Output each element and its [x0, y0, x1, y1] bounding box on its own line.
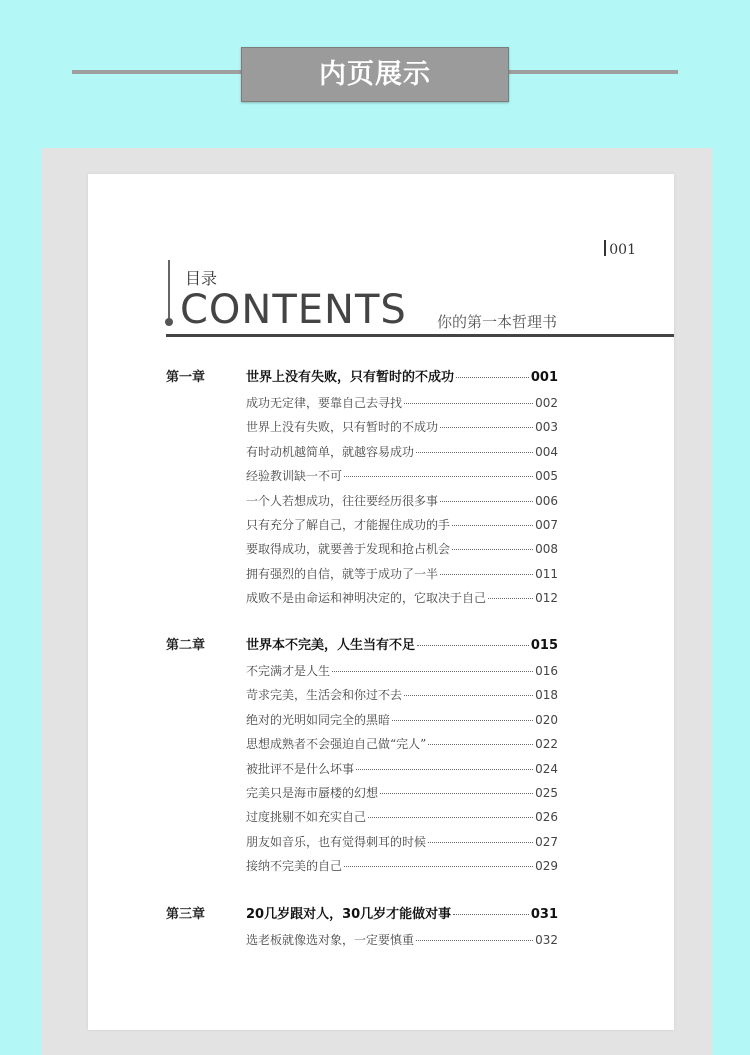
toc-section-row[interactable]	[246, 662, 558, 679]
dot-leader	[416, 940, 533, 941]
dot-leader	[417, 645, 529, 646]
toc-section-row[interactable]	[246, 808, 558, 825]
chapter-title: 世界上没有失败，只有暂时的不成功	[246, 370, 455, 385]
heading-rule	[166, 334, 674, 337]
header-line-left	[72, 70, 242, 74]
toc-section-row[interactable]	[246, 833, 558, 850]
chapter-label: 第一章	[166, 370, 206, 385]
dot-leader	[356, 769, 533, 770]
dot-leader	[488, 598, 533, 599]
chapter-title: 世界本不完美，人生当有不足	[246, 638, 416, 653]
chapter-label: 第二章	[166, 638, 206, 653]
dot-leader	[452, 525, 533, 526]
dot-leader	[440, 501, 533, 502]
section-title: 经验教训缺一不可	[246, 469, 343, 484]
section-page-number: 008	[535, 542, 558, 557]
chapter-page-number: 031	[530, 907, 558, 922]
page-number: 001	[604, 240, 636, 258]
section-page-number: 032	[535, 933, 558, 947]
section-page-number: 012	[535, 591, 558, 606]
book-subtitle: 你的第一本哲理书	[437, 313, 558, 331]
dot-leader	[453, 914, 529, 915]
dot-leader	[404, 695, 533, 696]
dot-leader	[452, 549, 533, 550]
book-page	[88, 174, 674, 1030]
heading-en: CONTENTS	[180, 287, 407, 333]
toc-section-row[interactable]	[246, 443, 558, 460]
section-title: 成功无定律，要靠自己去寻找	[246, 396, 403, 410]
section-title: 接纳不完美的自己	[246, 859, 343, 874]
dot-leader	[344, 866, 533, 867]
section-title: 拥有强烈的自信，就等于成功了一半	[246, 566, 439, 581]
toc-section-row[interactable]	[246, 565, 558, 582]
toc-section-row[interactable]	[246, 711, 558, 728]
chapter-page-number: 001	[530, 370, 558, 385]
section-page-number: 029	[535, 859, 558, 874]
heading-accent-bar	[168, 260, 170, 324]
section-page-number: 003	[535, 420, 558, 435]
dot-leader	[440, 427, 533, 428]
header-title: 内页展示	[319, 59, 431, 90]
section-title: 朋友如音乐，也有觉得刺耳的时候	[246, 834, 427, 849]
dot-leader	[428, 744, 533, 745]
heading-cn: 目录	[185, 269, 218, 288]
header-line-right	[508, 70, 678, 74]
section-page-number: 005	[535, 469, 558, 484]
section-title: 被批评不是什么坏事	[246, 761, 355, 776]
section-title: 思想成熟者不会强迫自己做“完人”	[246, 737, 427, 752]
dot-leader	[416, 452, 533, 453]
toc-section-row[interactable]	[246, 931, 558, 948]
toc-chapter-row[interactable]	[246, 903, 558, 922]
toc-section-row[interactable]	[246, 516, 558, 533]
section-page-number: 026	[535, 810, 558, 825]
section-title: 有时动机越简单，就越容易成功	[246, 444, 415, 459]
section-page-number: 006	[535, 493, 558, 508]
toc-chapter-row[interactable]	[246, 366, 558, 385]
section-page-number: 027	[535, 834, 558, 849]
toc-section-row[interactable]	[246, 394, 558, 411]
section-title: 要取得成功，就要善于发现和抢占机会	[246, 542, 451, 557]
dot-leader	[332, 671, 533, 672]
section-title: 一个人若想成功，往往要经历很多事	[246, 493, 439, 508]
dot-leader	[428, 842, 533, 843]
dot-leader	[440, 574, 533, 575]
section-title: 完美只是海市蜃楼的幻想	[246, 786, 379, 800]
toc-section-row[interactable]	[246, 540, 558, 557]
chapter-page-number: 015	[530, 638, 558, 653]
toc-chapter-row[interactable]	[246, 634, 558, 653]
dot-leader	[380, 793, 533, 794]
section-page-number: 002	[535, 396, 558, 410]
dot-leader	[344, 476, 533, 477]
dot-leader	[456, 377, 529, 378]
section-page-number: 011	[535, 566, 558, 581]
toc-section-row[interactable]	[246, 735, 558, 752]
section-title: 不完满才是人生	[246, 664, 331, 678]
header-banner	[241, 47, 509, 102]
section-title: 只有充分了解自己，才能握住成功的手	[246, 518, 451, 532]
section-page-number: 004	[535, 444, 558, 459]
chapter-label: 第三章	[166, 907, 206, 922]
section-page-number: 020	[535, 712, 558, 727]
toc-section-row[interactable]	[246, 418, 558, 435]
section-title: 苛求完美，生活会和你过不去	[246, 688, 403, 703]
dot-leader	[392, 720, 533, 721]
dot-leader	[368, 817, 533, 818]
toc-section-row[interactable]	[246, 784, 558, 801]
section-title: 过度挑剔不如充实自己	[246, 810, 367, 825]
toc-section-row[interactable]	[246, 686, 558, 703]
section-page-number: 025	[535, 786, 558, 800]
section-title: 世界上没有失败，只有暂时的不成功	[246, 420, 439, 435]
section-page-number: 018	[535, 688, 558, 703]
section-title: 绝对的光明如同完全的黑暗	[246, 712, 391, 727]
toc-section-row[interactable]	[246, 857, 558, 874]
toc-section-row[interactable]	[246, 467, 558, 484]
toc-section-row[interactable]	[246, 589, 558, 606]
section-title: 成败不是由命运和神明决定的，它取决于自己	[246, 591, 487, 606]
toc-section-row[interactable]	[246, 492, 558, 509]
toc-section-row[interactable]	[246, 760, 558, 777]
section-page-number: 016	[535, 664, 558, 678]
section-title: 选老板就像选对象，一定要慎重	[246, 933, 415, 947]
dot-leader	[404, 403, 533, 404]
section-page-number: 024	[535, 761, 558, 776]
heading-accent-dot	[165, 318, 173, 326]
chapter-title: 20几岁跟对人，30几岁才能做对事	[246, 907, 452, 922]
section-page-number: 022	[535, 737, 558, 752]
section-page-number: 007	[535, 518, 558, 532]
